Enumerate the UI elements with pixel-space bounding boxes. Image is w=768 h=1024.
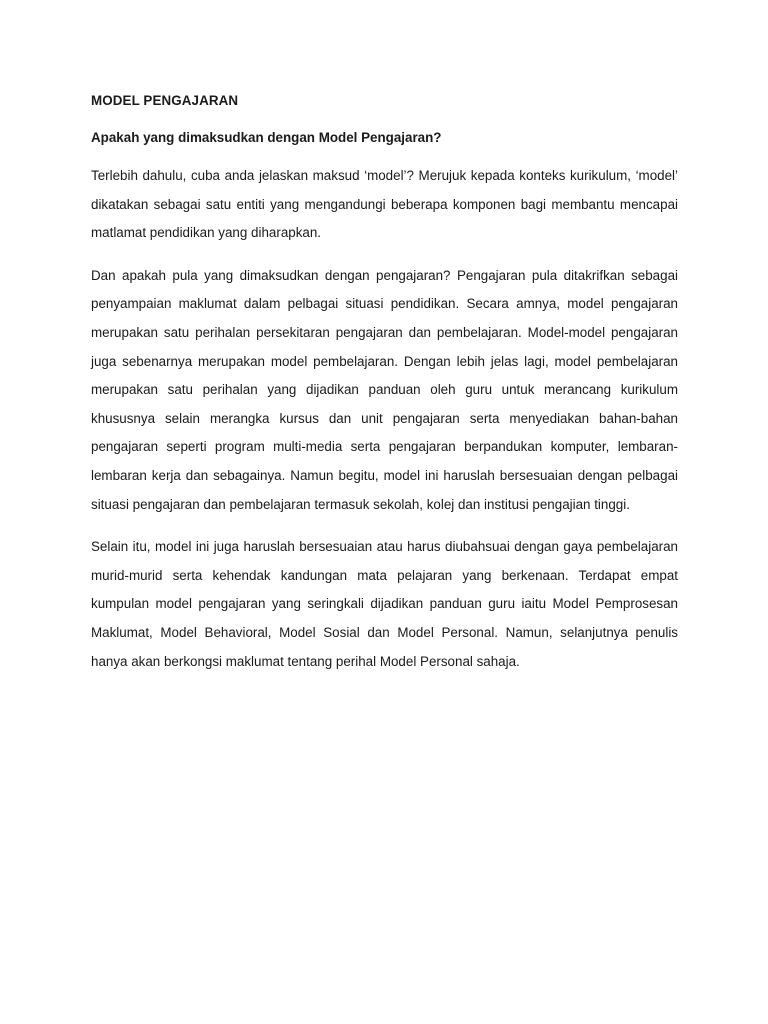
document-body [91, 91, 678, 690]
document-title: MODEL PENGAJARAN [91, 93, 239, 108]
paragraph-definition-teaching: Dan apakah pula yang dimaksudkan dengan pengajaran? Pengajaran pula ditakrifkan sebagai penyampaian maklumat dalam pelbagai situasi pendidikan. Secara amnya, model pengajaran merupakan satu perihalan persekitaran pengajaran dan pembelajaran. Model-model pengajaran juga sebenarnya merupakan model pembelajaran. Dengan lebih jelas lagi, model pembelajaran merupakan satu perihalan yang dijadikan panduan oleh guru untuk merancang kurikulum khususnya selain merangka kursus dan unit pengajaran serta menyediakan bahan-bahan pengajaran seperti program multi-media serta pengajaran berpandukan komputer, lembaran-lembaran kerja dan sebagainya. Namun begitu, model ini haruslah bersesuaian dengan pelbagai situasi pengajaran dan pembelajaran termasuk sekolah, kolej dan institusi pengajian tinggi. [91, 267, 678, 512]
paragraph-definition-model: Terlebih dahulu, cuba anda jelaskan maksud ‘model’? Merujuk kepada konteks kurikulum, ‘model’ dikatakan sebagai satu entiti yang mengandungi beberapa komponen bagi membantu mencapai matlamat pendidikan yang diharapkan. [91, 168, 678, 241]
paragraph-model-groups: Selain itu, model ini juga haruslah bersesuaian atau harus diubahsuai dengan gaya pembelajaran murid-murid serta kehendak kandungan mata pelajaran yang berkenaan. Terdapat empat kumpulan model pengajaran yang seringkali dijadikan panduan guru iaitu Model Pemprosesan Maklumat, Model Behavioral, Model Sosial dan Model Personal. Namun, selanjutnya penulis hanya akan berkongsi maklumat tentang perihal Model Personal sahaja. [91, 539, 678, 669]
section-question: Apakah yang dimaksudkan dengan Model Pengajaran? [91, 130, 442, 145]
